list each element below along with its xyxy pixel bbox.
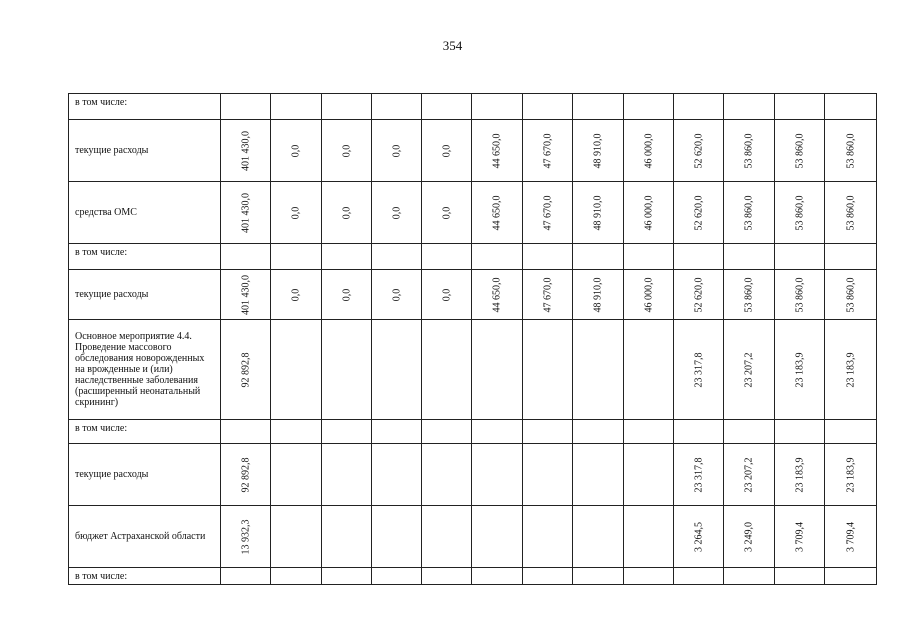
value-cell [724,182,775,244]
table-row [69,420,877,444]
value-cell [271,320,322,420]
cell-value: 401 430,0 [240,192,251,233]
value-cell [523,182,573,244]
cell-value: 53 860,0 [845,195,856,230]
cell-value: 0,0 [391,144,402,157]
value-cell [372,182,422,244]
value-cell [573,94,624,120]
value-cell [472,320,523,420]
value-cell [322,444,372,506]
row-label: средства ОМС [69,182,221,244]
cell-value: 23 317,8 [693,352,704,387]
cell-value: 13 932,3 [240,519,251,554]
cell-value: 52 620,0 [693,277,704,312]
cell-value: 46 000,0 [643,133,654,168]
cell-value: 0,0 [290,206,302,219]
value-cell [724,120,775,182]
value-cell [724,506,775,568]
value-cell [422,568,472,585]
value-cell [825,94,877,120]
cell-value: 401 430,0 [240,274,251,315]
cell-value: 52 620,0 [693,195,704,230]
table-row [69,120,877,182]
value-cell [271,244,322,270]
cell-value: 53 860,0 [743,133,755,168]
value-cell [523,568,573,585]
cell-value: 48 910,0 [592,195,604,230]
value-cell [825,120,877,182]
cell-value: 48 910,0 [592,277,604,312]
cell-value: 23 207,2 [743,352,755,387]
value-cell [674,506,724,568]
value-cell [372,320,422,420]
value-cell [372,568,422,585]
value-cell [573,244,624,270]
value-cell [724,420,775,444]
cell-value: 3 709,4 [794,521,805,552]
value-cell [775,94,825,120]
cell-value: 23 183,9 [845,457,856,492]
value-cell [472,94,523,120]
row-label: в том числе: [69,568,221,585]
table-row [69,506,877,568]
value-cell [523,420,573,444]
value-cell [221,320,271,420]
value-cell [271,506,322,568]
cell-value: 53 860,0 [743,195,755,230]
value-cell [271,568,322,585]
page-number: 354 [442,38,463,53]
value-cell [271,270,322,320]
value-cell [775,320,825,420]
value-cell [221,120,271,182]
value-cell [775,244,825,270]
value-cell [775,420,825,444]
value-cell [674,94,724,120]
cell-value: 0,0 [391,206,402,219]
cell-value: 53 860,0 [794,277,805,312]
value-cell [523,120,573,182]
value-cell [322,320,372,420]
value-cell [221,94,271,120]
row-label: в том числе: [69,244,221,270]
cell-value: 0,0 [290,288,302,301]
value-cell [724,320,775,420]
value-cell [322,120,372,182]
cell-value: 23 183,9 [794,457,805,492]
value-cell [322,506,372,568]
row-label: текущие расходы [69,120,221,182]
cell-value: 0,0 [341,144,352,157]
value-cell [624,420,674,444]
row-label: в том числе: [69,94,221,120]
cell-value: 53 860,0 [743,277,755,312]
value-cell [523,270,573,320]
table-row [69,270,877,320]
value-cell [523,320,573,420]
value-cell [221,244,271,270]
value-cell [422,182,472,244]
value-cell [472,420,523,444]
value-cell [472,120,523,182]
cell-value: 0,0 [290,144,302,157]
value-cell [523,506,573,568]
cell-value: 92 892,8 [240,457,251,492]
value-cell [322,94,372,120]
value-cell [221,270,271,320]
value-cell [624,568,674,585]
value-cell [624,320,674,420]
table-row [69,244,877,270]
cell-value: 3 249,0 [743,521,755,552]
value-cell [271,444,322,506]
value-cell [221,182,271,244]
table-row [69,182,877,244]
value-cell [724,568,775,585]
cell-value: 53 860,0 [794,133,805,168]
row-label: текущие расходы [69,270,221,320]
value-cell [372,94,422,120]
cell-value: 46 000,0 [643,277,654,312]
row-label: текущие расходы [69,444,221,506]
value-cell [372,244,422,270]
cell-value: 23 207,2 [743,457,755,492]
value-cell [573,568,624,585]
cell-value: 3 264,5 [693,521,704,552]
value-cell [322,182,372,244]
value-cell [472,444,523,506]
value-cell [573,420,624,444]
value-cell [422,244,472,270]
value-cell [674,444,724,506]
value-cell [322,270,372,320]
value-cell [422,420,472,444]
value-cell [825,506,877,568]
value-cell [775,568,825,585]
value-cell [775,444,825,506]
value-cell [422,506,472,568]
value-cell [322,420,372,444]
cell-value: 46 000,0 [643,195,654,230]
table-row [69,320,877,420]
value-cell [372,420,422,444]
value-cell [573,444,624,506]
cell-value: 0,0 [341,288,352,301]
cell-value: 23 183,9 [794,352,805,387]
value-cell [422,320,472,420]
value-cell [422,270,472,320]
cell-value: 47 670,0 [542,133,553,168]
value-cell [472,506,523,568]
value-cell [472,182,523,244]
value-cell [775,182,825,244]
value-cell [825,244,877,270]
value-cell [624,270,674,320]
value-cell [573,270,624,320]
value-cell [422,94,472,120]
value-cell [624,94,674,120]
cell-value: 23 317,8 [693,457,704,492]
value-cell [573,506,624,568]
budget-table-body [69,94,877,585]
value-cell [724,444,775,506]
value-cell [724,94,775,120]
cell-value: 23 183,9 [845,352,856,387]
row-label: бюджет Астраханской области [69,506,221,568]
value-cell [523,244,573,270]
value-cell [372,506,422,568]
cell-value: 0,0 [341,206,352,219]
value-cell [674,182,724,244]
value-cell [775,270,825,320]
value-cell [674,568,724,585]
value-cell [271,420,322,444]
value-cell [573,320,624,420]
value-cell [624,182,674,244]
value-cell [523,444,573,506]
value-cell [221,444,271,506]
value-cell [674,120,724,182]
value-cell [372,120,422,182]
value-cell [271,94,322,120]
cell-value: 53 860,0 [794,195,805,230]
value-cell [221,506,271,568]
value-cell [624,120,674,182]
value-cell [775,120,825,182]
value-cell [271,182,322,244]
value-cell [422,444,472,506]
value-cell [221,568,271,585]
value-cell [271,120,322,182]
cell-value: 47 670,0 [542,195,553,230]
table-row [69,94,877,120]
value-cell [674,320,724,420]
cell-value: 0,0 [441,144,452,157]
value-cell [674,270,724,320]
cell-value: 48 910,0 [592,133,604,168]
value-cell [372,270,422,320]
cell-value: 3 709,4 [845,521,856,552]
value-cell [674,244,724,270]
table-row [69,444,877,506]
value-cell [372,444,422,506]
value-cell [624,444,674,506]
value-cell [221,420,271,444]
cell-value: 44 650,0 [491,277,503,312]
value-cell [624,244,674,270]
value-cell [472,244,523,270]
value-cell [825,182,877,244]
value-cell [825,444,877,506]
value-cell [322,568,372,585]
value-cell [674,420,724,444]
cell-value: 92 892,8 [240,352,251,387]
budget-table [68,93,877,585]
row-label: в том числе: [69,420,221,444]
cell-value: 47 670,0 [542,277,553,312]
cell-value: 44 650,0 [491,195,503,230]
value-cell [775,506,825,568]
value-cell [825,270,877,320]
value-cell [472,568,523,585]
cell-value: 53 860,0 [845,133,856,168]
value-cell [573,120,624,182]
cell-value: 44 650,0 [491,133,503,168]
table-row [69,568,877,585]
cell-value: 0,0 [391,288,402,301]
cell-value: 0,0 [441,288,452,301]
value-cell [422,120,472,182]
value-cell [724,244,775,270]
cell-value: 0,0 [441,206,452,219]
cell-value: 52 620,0 [693,133,704,168]
value-cell [825,420,877,444]
value-cell [825,568,877,585]
value-cell [322,244,372,270]
row-label: Основное мероприятие 4.4. Проведение массового обследования новорожденных на врожденные и (или) наследственные заболевания (расширенный неонатальный скрининг) [69,320,221,420]
value-cell [624,506,674,568]
value-cell [724,270,775,320]
cell-value: 401 430,0 [240,130,251,171]
cell-value: 53 860,0 [845,277,856,312]
value-cell [523,94,573,120]
value-cell [825,320,877,420]
value-cell [573,182,624,244]
value-cell [472,270,523,320]
